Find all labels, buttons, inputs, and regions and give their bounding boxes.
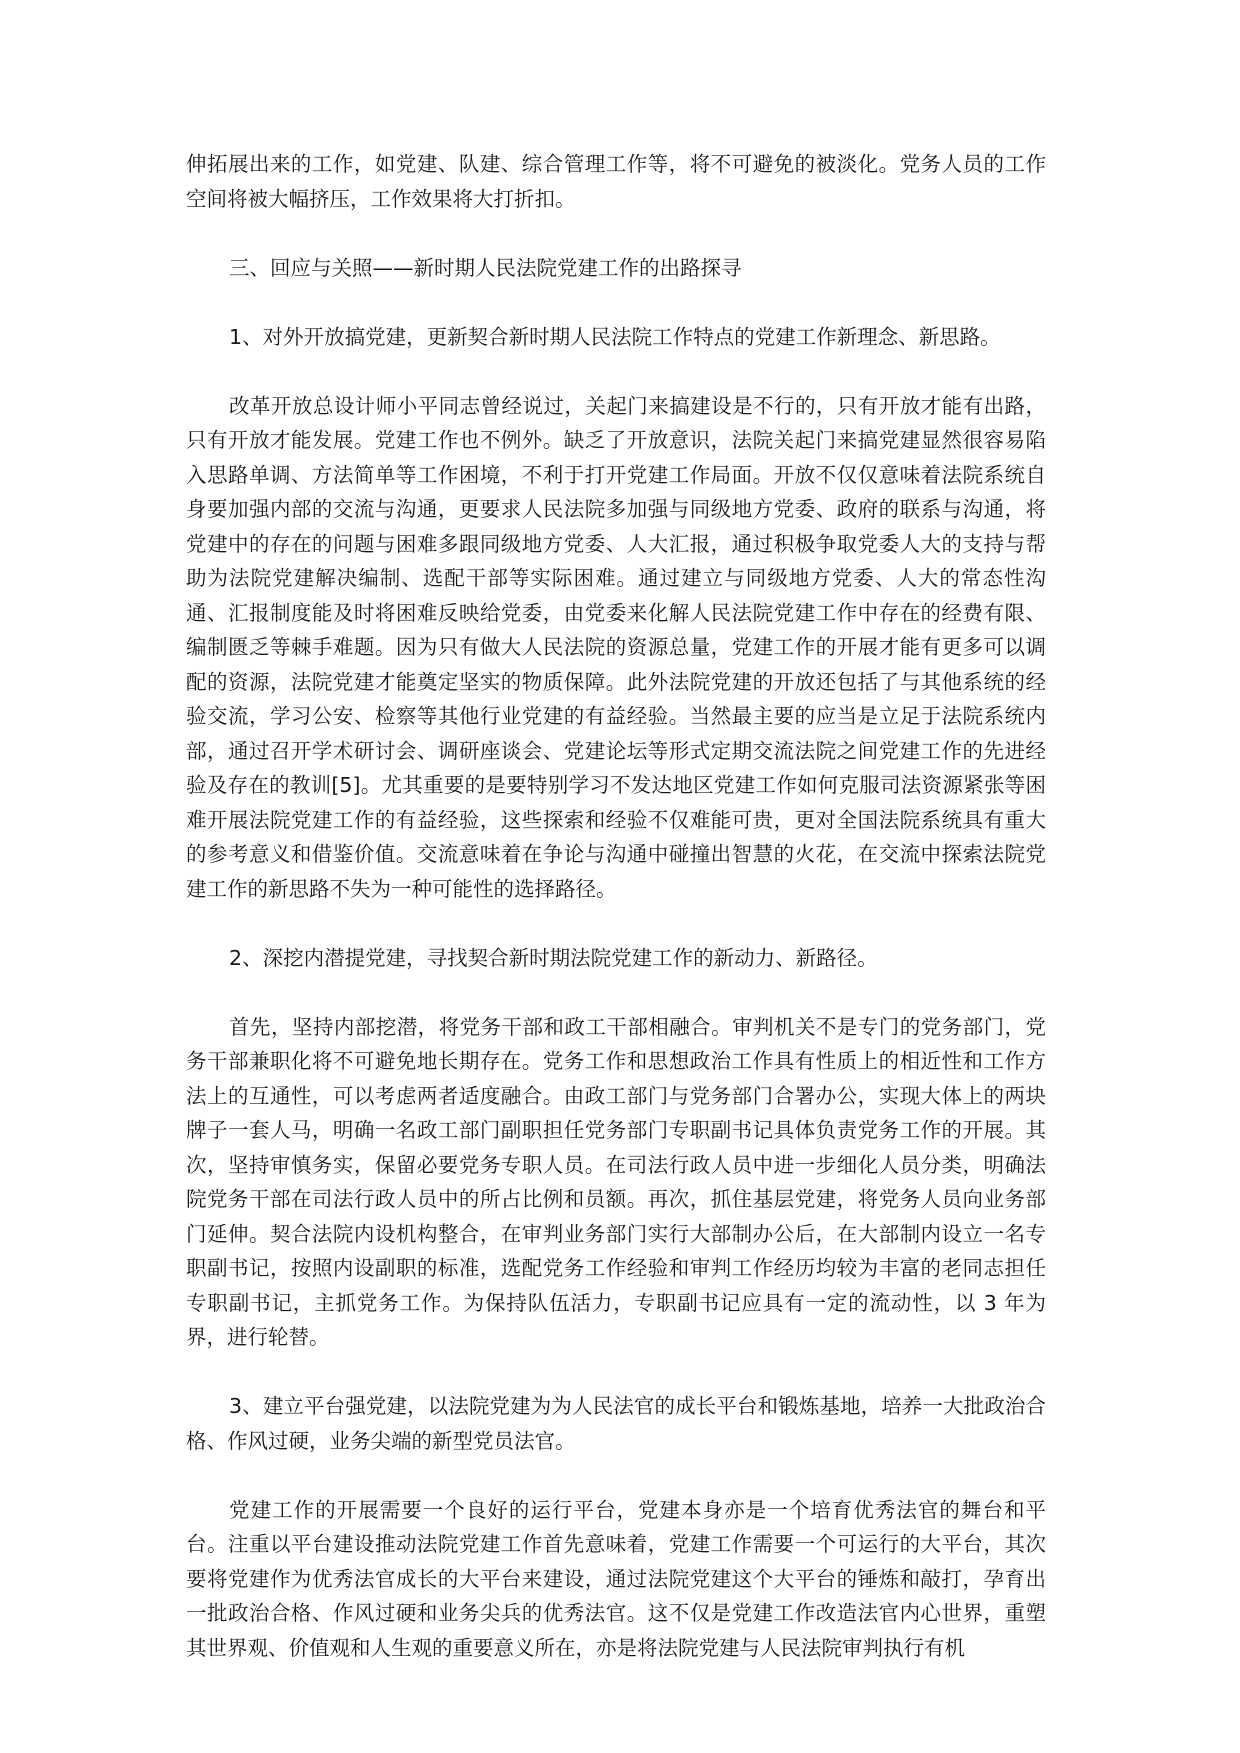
document-page <box>186 147 1046 1700</box>
section-heading-3: 三、回应与关照——新时期人民法院党建工作的出路探寻 <box>229 255 742 280</box>
paragraph-open-party-building: 改革开放总设计师小平同志曾经说过，关起门来搞建设是不行的，只有开放才能有出路，只有开放才能发展。党建工作也不例外。缺乏了开放意识，法院关起门来搞党建显然很容易陷入思路单调、方法简单等工作困境，不利于打开党建工作局面。开放不仅仅意味着法院系统自身要加强内部的交流与沟通，更要求人民法院多加强与同级地方党委、政府的联系与沟通，将党建中的存在的问题与困难多跟同级地方党委、人大汇报，通过积极争取党委人大的支持与帮助为法院党建解决编制、选配干部等实际困难。通过建立与同级地方党委、人大的常态性沟通、汇报制度能及时将困难反映给党委，由党委来化解人民法院党建工作中存在的经费有限、编制匮乏等棘手难题。因为只有做大人民法院的资源总量，党建工作的开展才能有更多可以调配的资源，法院党建才能奠定坚实的物质保障。此外法院党建的开放还包括了与其他系统的经验交流，学习公安、检察等其他行业党建的有益经验。当然最主要的应当是立足于法院系统内部，通过召开学术研讨会、调研座谈会、党建论坛等形式定期交流法院之间党建工作的先进经验及存在的教训[5]。尤其重要的是要特别学习不发达地区党建工作如何克服司法资源紧张等困难开展法院党建工作的有益经验，这些探索和经验不仅难能可贵，更对全国法院系统具有重大的参考意义和借鉴价值。交流意味着在争论与沟通中碰撞出智慧的火花，在交流中探索法院党建工作的新思路不失为一种可能性的选择路径。 <box>186 393 1046 901</box>
subheading-2: 2、深挖内潜提党建，寻找契合新时期法院党建工作的新动力、新路径。 <box>229 945 878 970</box>
subheading-1: 1、对外开放搞党建，更新契合新时期人民法院工作特点的党建工作新理念、新思路。 <box>229 324 1001 349</box>
subheading-3: 3、建立平台强党建，以法院党建为为人民法官的成长平台和锻炼基地，培养一大批政治合格、作风过硬，业务尖端的新型党员法官。 <box>186 1394 1046 1453</box>
paragraph-internal-potential: 首先，坚持内部挖潜，将党务干部和政工干部相融合。审判机关不是专门的党务部门，党务干部兼职化将不可避免地长期存在。党务工作和思想政治工作具有性质上的相近性和工作方法上的互通性，可以考虑两者适度融合。由政工部门与党务部门合署办公，实现大体上的两块牌子一套人马，明确一名政工部门副职担任党务部门专职副书记具体负责党务工作的开展。其次，坚持审慎务实，保留必要党务专职人员。在司法行政人员中进一步细化人员分类，明确法院党务干部在司法行政人员中的所占比例和员额。再次，抓住基层党建，将党务人员向业务部门延伸。契合法院内设机构整合，在审判业务部门实行大部制办公后，在大部制内设立一名专职副书记，按照内设副职的标准，选配党务工作经验和审判工作经历均较为丰富的老同志担任专职副书记，主抓党务工作。为保持队伍活力，专职副书记应具有一定的流动性，以 3 年为界，进行轮替。 <box>186 1014 1046 1349</box>
paragraph-continuation: 伸拓展出来的工作，如党建、队建、综合管理工作等，将不可避免的被淡化。党务人员的工作空间将被大幅挤压，工作效果将大打折扣。 <box>186 152 1046 211</box>
paragraph-platform-building: 党建工作的开展需要一个良好的运行平台，党建本身亦是一个培育优秀法官的舞台和平台。注重以平台建设推动法院党建工作首先意味着，党建工作需要一个可运行的大平台，其次要将党建作为优秀法官成长的大平台来建设，通过法院党建这个大平台的锤炼和敲打，孕育出一批政治合格、作风过硬和业务尖兵的优秀法官。这不仅是党建工作改造法官内心世界，重塑其世界观、价值观和人生观的重要意义所在，亦是将法院党建与人民法院审判执行有机 <box>186 1497 1046 1660</box>
